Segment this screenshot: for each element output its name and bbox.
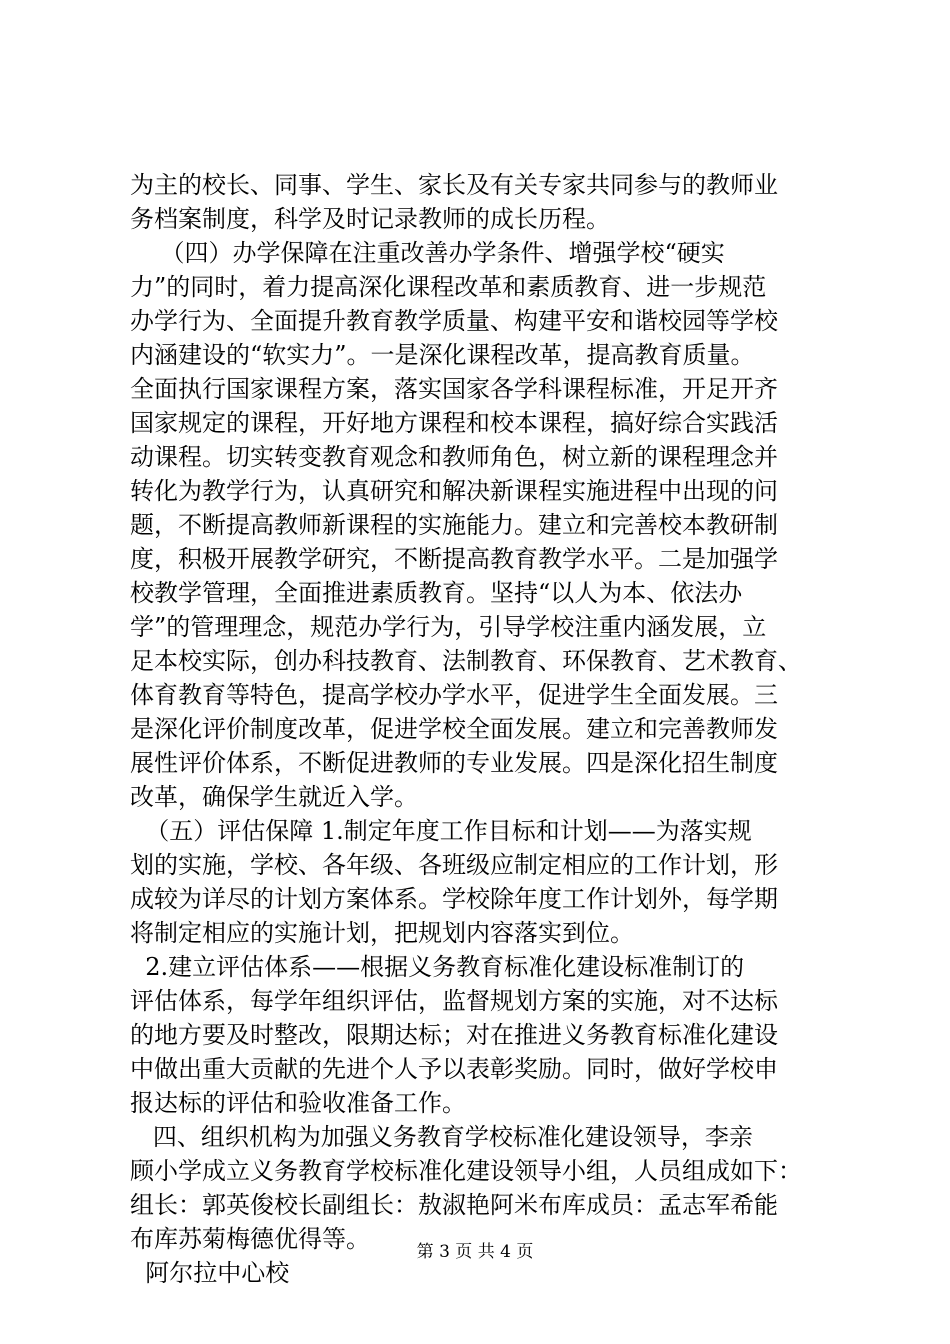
document-body — [130, 168, 830, 1290]
text-line: 度，积极开展教学研究，不断提高教育教学水平。二是加强学 — [130, 545, 778, 573]
text-line: （四）办学保障在注重改善办学条件、增强学校“硬实 — [130, 239, 725, 267]
text-line: 内涵建设的“软实力”。一是深化课程改革，提高教育质量。 — [130, 341, 755, 369]
text-line: 是深化评价制度改革，促进学校全面发展。建立和完善教师发 — [130, 715, 778, 743]
text-line: 转化为教学行为，认真研究和解决新课程实施进程中出现的问 — [130, 477, 778, 505]
text-line: 评估体系，每学年组织评估，监督规划方案的实施，对不达标 — [130, 987, 778, 1015]
text-line: 报达标的评估和验收准备工作。 — [130, 1089, 466, 1117]
text-line: 为主的校长、同事、学生、家长及有关专家共同参与的教师业 — [130, 171, 778, 199]
text-line: 展性评价体系，不断促进教师的专业发展。四是深化招生制度 — [130, 749, 778, 777]
text-line: （五）评估保障 1.制定年度工作目标和计划——为落实规 — [130, 817, 752, 845]
text-line: 办学行为、全面提升教育教学质量、构建平安和谐校园等学校 — [130, 307, 778, 335]
text-line: 组长：郭英俊校长副组长：敖淑艳阿米布库成员：孟志军希能 — [130, 1191, 778, 1219]
text-line: 题，不断提高教师新课程的实施能力。建立和完善校本教研制 — [130, 511, 778, 539]
text-line: 阿尔拉中心校 — [130, 1259, 290, 1287]
text-line: 划的实施，学校、各年级、各班级应制定相应的工作计划，形 — [130, 851, 778, 879]
text-line: 国家规定的课程，开好地方课程和校本课程，搞好综合实践活 — [130, 409, 778, 437]
text-line: 务档案制度，科学及时记录教师的成长历程。 — [130, 205, 610, 233]
page-footer: 第 3 页 共 4 页 — [416, 1242, 534, 1262]
text-line: 学”的管理理念，规范办学行为，引导学校注重内涵发展，立 — [130, 613, 767, 641]
text-line: 成较为详尽的计划方案体系。学校除年度工作计划外，每学期 — [130, 885, 778, 913]
text-line: 体育教育等特色，提高学校办学水平，促进学生全面发展。三 — [130, 681, 778, 709]
text-line: 动课程。切实转变教育观念和教师角色，树立新的课程理念并 — [130, 443, 778, 471]
text-line: 足本校实际，创办科技教育、法制教育、环保教育、艺术教育、 — [130, 647, 802, 675]
text-line: 顾小学成立义务教育学校标准化建设领导小组，人员组成如下： — [130, 1157, 802, 1185]
text-line: 四、组织机构为加强义务教育学校标准化建设领导，李亲 — [130, 1123, 753, 1151]
text-line: 改革，确保学生就近入学。 — [130, 783, 418, 811]
text-line: 中做出重大贡献的先进个人予以表彰奖励。同时，做好学校申 — [130, 1055, 778, 1083]
text-line: 校教学管理，全面推进素质教育。坚持“以人为本、依法办 — [130, 579, 743, 607]
text-line: 的地方要及时整改，限期达标；对在推进义务教育标准化建设 — [130, 1021, 778, 1049]
text-line: 2.建立评估体系——根据义务教育标准化建设标准制订的 — [130, 953, 745, 981]
text-line: 力”的同时，着力提高深化课程改革和素质教育、进一步规范 — [130, 273, 767, 301]
text-line: 布库苏菊梅德优得等。 — [130, 1225, 370, 1253]
text-line: 全面执行国家课程方案，落实国家各学科课程标准，开足开齐 — [130, 375, 778, 403]
text-line: 将制定相应的实施计划，把规划内容落实到位。 — [130, 919, 634, 947]
